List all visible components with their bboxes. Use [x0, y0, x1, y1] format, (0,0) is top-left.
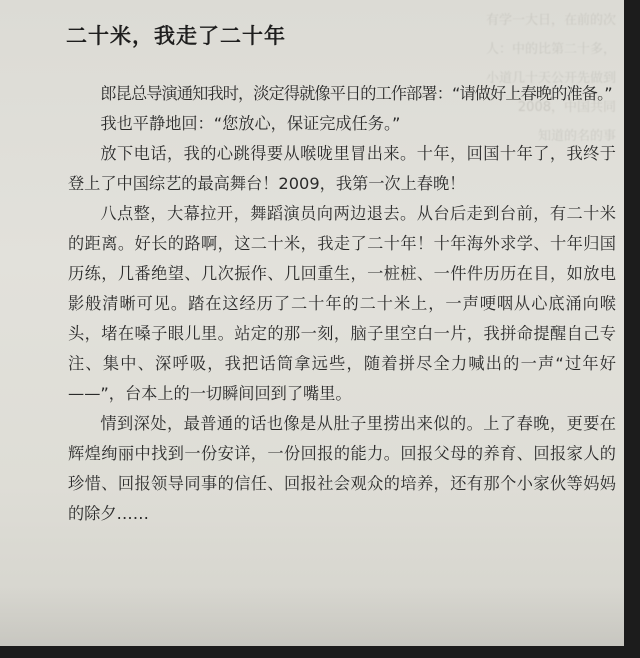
body-text: [68, 79, 616, 529]
paragraph-1: 郎昆总导演通知我时，淡定得就像平日的工作部署：“请做好上春晚的准备。”: [100, 84, 612, 103]
paragraph-3: 放下电话，我的心跳得要从喉咙里冒出来。十年，回国十年了，我终于登上了中国综艺的最高舞台！2009，我第一次上春晚！: [68, 144, 616, 193]
bleed-line: 知道的名的事: [537, 129, 616, 144]
paragraph-5: 情到深处，最普通的话也像是从肚子里捞出来似的。上了春晚，更要在辉煌绚丽中找到一份安详，一份回报的能力。回报父母的养育、回报家人的珍惜、回报领导同事的信任、回报社会观众的培养，还有那个小家伙等妈妈的除夕……: [68, 414, 616, 523]
paragraph-2: 我也平静地回：“您放心，保证完成任务。”: [100, 114, 401, 133]
bleed-line: 人：中的比第二十多，: [485, 42, 616, 57]
bleed-line: 2008，中国共同: [517, 100, 616, 115]
bleed-line: 有学一大日，在前的次: [485, 13, 616, 28]
page-shadow: [0, 586, 624, 646]
bleed-line: 小道几十天公开先做到: [485, 71, 616, 86]
chapter-title: 二十米，我走了二十年: [66, 24, 286, 48]
paragraph-4: 八点整，大幕拉开，舞蹈演员向两边退去。从台后走到台前，有二十米的距离。好长的路啊，这二十米，我走了二十年！十年海外求学、十年归国历练，几番绝望、几次振作、几回重生，一桩桩、一件件历历在目，如放电影般清晰可见。踏在这经历了二十年的二十米上，一声哽咽从心底涌向喉头，堵在嗓子眼儿里。站定的那一刻，脑子里空白一片，我拼命提醒自己专注、集中、深呼吸，我把话筒拿远些，随着拼尽全力喊出的一声“过年好——”，台本上的一切瞬间回到了嘴里。: [68, 204, 616, 403]
